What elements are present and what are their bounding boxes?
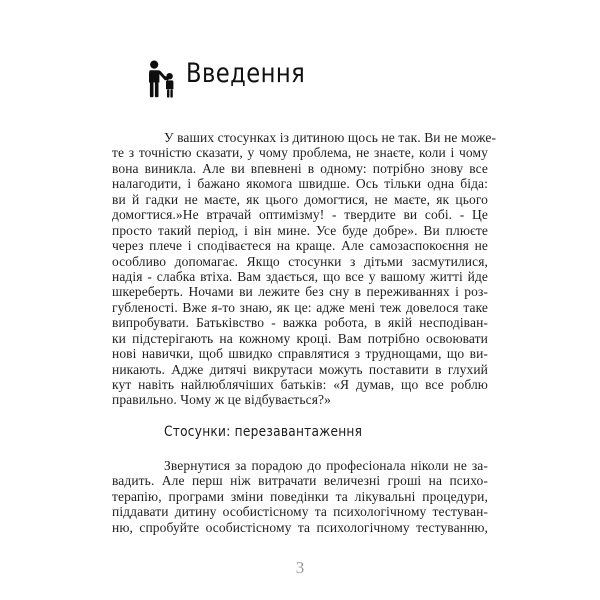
text-line: нові навички, щоб швидко справлятися з труднощами, що ви- bbox=[112, 346, 488, 362]
text-line: особливо допомагає. Якщо стосунки з дітьми засмутилися, bbox=[112, 253, 488, 269]
chapter-title: Введення bbox=[186, 58, 306, 89]
text-line: кут навіть найлюблячіших батьків: «Я думав, що все роблю bbox=[112, 377, 488, 392]
text-line: ки підстерігають на кожному кроці. Вам потрібно освоювати bbox=[112, 330, 488, 346]
text-line: те з точністю сказати, у чому проблема, не знаєте, коли і чому bbox=[112, 145, 488, 161]
intro-paragraph-2 bbox=[112, 458, 488, 535]
parent-child-icon bbox=[146, 60, 176, 102]
text-line: Звернутися за порадою до професіонала ніколи не за- bbox=[164, 458, 488, 473]
text-line: просто такий період, і він мине. Усе буде добре». Ви плюєте bbox=[112, 222, 488, 238]
text-line: губленості. Вже я-то знаю, як це: адже мені теж довелося таке bbox=[112, 299, 488, 315]
text-line: никають. Адже дитячі викрутаси можуть поставити в глухий bbox=[112, 361, 488, 377]
text-line: домогтися.»Не втрачай оптимізму! - твердите ви собі. - Це bbox=[112, 207, 488, 223]
text-line: правильно. Чому ж це відбувається?» bbox=[112, 392, 331, 408]
section-subheading: Стосунки: перезавантаження bbox=[164, 424, 363, 440]
text-line: терапію, програми зміни поведінки та лікувальні процедури, bbox=[112, 488, 488, 504]
chapter-header bbox=[146, 58, 328, 102]
text-line: через плече і сподіваєтеся на краще. Але самозаспокоєння не bbox=[112, 238, 488, 254]
text-line: вона виникла. Але ви впевнені в одному: потрібно знову все bbox=[112, 160, 488, 176]
text-line: налагодити, і бажано якомога швидше. Ось тільки одна біда: bbox=[112, 176, 488, 192]
text-line: ви й гадки не маєте, як цього домогтися, не маєте, як цього bbox=[112, 191, 488, 207]
text-line: ню, спробуйте особистісному та психологічному тестуванню, bbox=[112, 519, 488, 535]
text-line: піддавати дитину особистісному та психологічному тестуван- bbox=[112, 504, 488, 520]
text-line: У ваших стосунках із дитиною щось не так. Ви не може- bbox=[164, 130, 497, 145]
text-line: випробувати. Батьківство - важка робота, в якій несподіван- bbox=[112, 315, 488, 331]
text-line: надія - слабка втіха. Вам здається, що все у вашому житті йде bbox=[112, 268, 488, 284]
page-number: 3 bbox=[295, 558, 305, 577]
text-line: вадить. Але перш ніж витрачати величезні гроші на психо- bbox=[112, 473, 488, 489]
text-line: шкереберть. Ночами ви лежите без сну в переживаннях і роз- bbox=[112, 284, 488, 300]
intro-paragraph-1 bbox=[112, 130, 497, 408]
